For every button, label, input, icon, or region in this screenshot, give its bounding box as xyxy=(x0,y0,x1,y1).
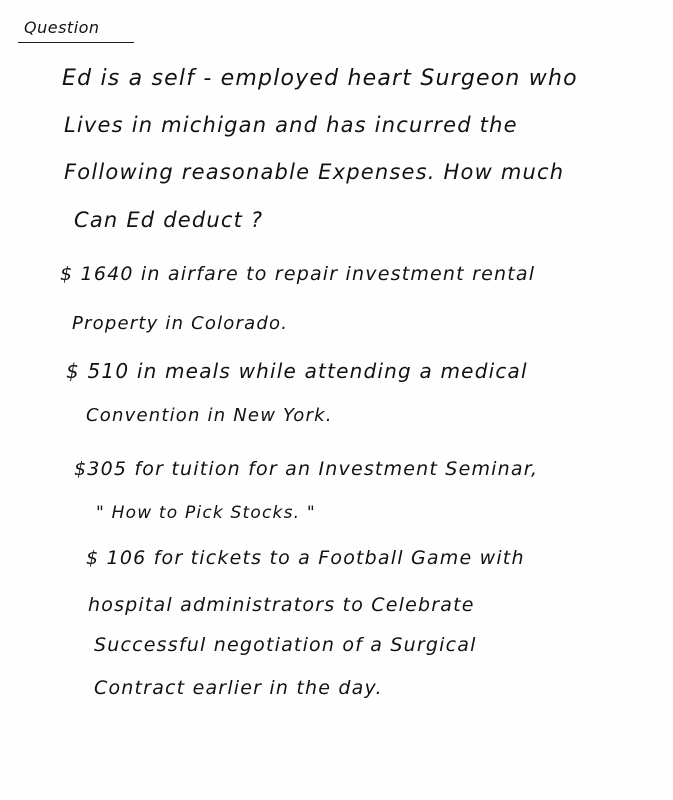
question-heading: Question xyxy=(24,18,100,37)
expense-line: Property in Colorado. xyxy=(72,313,289,334)
expense-line: $ 106 for tickets to a Football Game with xyxy=(86,547,525,569)
expense-line: $ 510 in meals while attending a medical xyxy=(66,359,528,383)
question-line: Lives in michigan and has incurred the xyxy=(64,113,518,137)
expense-line: Contract earlier in the day. xyxy=(94,677,383,699)
question-line: Can Ed deduct ? xyxy=(74,208,264,232)
expense-line: $ 1640 in airfare to repair investment rental xyxy=(60,263,536,285)
expense-line: $305 for tuition for an Investment Seminar, xyxy=(74,458,539,480)
question-line: Ed is a self - employed heart Surgeon who xyxy=(62,66,578,91)
expense-line: " How to Pick Stocks. " xyxy=(96,503,316,523)
expense-line: hospital administrators to Celebrate xyxy=(88,594,475,616)
expense-line: Successful negotiation of a Surgical xyxy=(94,634,477,656)
heading-underline xyxy=(18,42,134,43)
question-line: Following reasonable Expenses. How much xyxy=(64,160,565,184)
expense-line: Convention in New York. xyxy=(86,405,333,426)
